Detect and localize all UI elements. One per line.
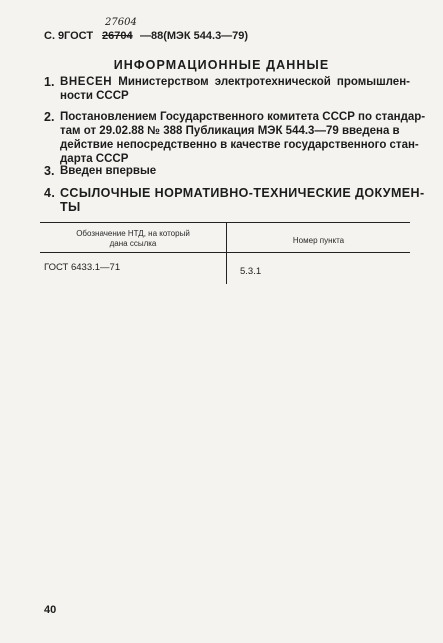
page-title: ИНФОРМАЦИОННЫЕ ДАННЫЕ [113,58,330,72]
table-cell-document: ГОСТ 6433.1—71 [44,262,121,273]
column-header-document: Обозначение НТД, на который дана ссылка [76,229,190,248]
item-3-line-1: Введен впервые [60,165,157,177]
column-header-clause: Номер пункта [292,236,345,245]
info-item-4 [44,186,425,216]
item-1-word: Министерством [118,76,209,88]
item-2-line-4: дарта СССР [60,153,129,165]
item-2-line-3: действие непосредственно в качестве государственного стан- [60,139,419,151]
gost-label: ГОСТ [64,30,94,42]
item-number: 3. [44,164,55,178]
info-item-1 [44,75,412,105]
struck-number: 26704 [102,30,133,42]
item-number: 4. [44,186,56,200]
item-1-word: промышлен- [336,76,410,88]
table-cell-clause: 5.3.1 [240,266,262,277]
item-1-word: ВНЕСЕН [60,76,113,88]
table-column-divider [226,222,227,284]
info-item-3 [44,164,412,180]
page-number: 40 [44,604,57,616]
item-2-line-2: там от 29.02.88 № 388 Публикация МЭК 544.3—79 введена в [60,125,400,137]
standard-suffix: —88(МЭК 544.3—79) [140,30,249,42]
item-4-line-2: ТЫ [60,200,81,214]
item-4-line-1: ССЫЛОЧНЫЕ НОРМАТИВНО-ТЕХНИЧЕСКИЕ ДОКУМЕН- [60,186,425,200]
item-1-word: электротехнической [214,76,331,88]
item-1-line-2: ности СССР [60,90,129,102]
info-item-2 [44,110,426,170]
item-1-line-1 [60,75,410,89]
item-number: 1. [44,75,55,89]
table-top-border [40,222,410,223]
table-header-border [40,252,410,253]
handwritten-number: 27604 [105,17,137,28]
item-number: 2. [44,110,55,124]
item-2-line-1: Постановлением Государственного комитета СССР по стандар- [60,111,426,123]
page-label: С. 9 [44,30,65,42]
